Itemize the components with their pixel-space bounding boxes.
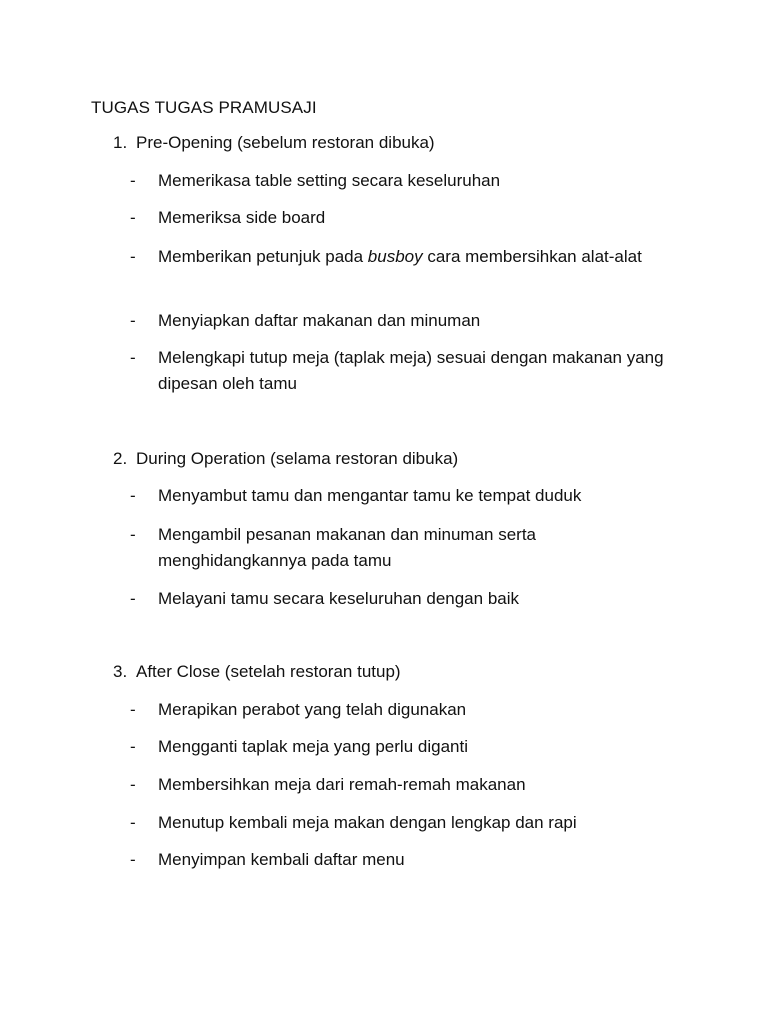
bullet-dash: - [130,311,136,330]
bullet-dash: - [130,589,136,608]
list-item-text: Menyimpan kembali daftar menu [158,850,405,869]
bullet-dash: - [130,775,136,794]
list-item-text: Memeriksa side board [158,208,326,227]
list-item [130,734,690,760]
bullet-dash: - [130,171,136,190]
section-heading-during-operation [113,447,458,471]
list-item [130,772,690,798]
section-title: After Close (setelah restoran tutup) [136,662,401,681]
bullet-dash: - [130,208,136,227]
bullet-dash: - [130,850,136,869]
list-item [130,345,690,397]
bullet-dash: - [130,348,136,367]
section-number: 1. [113,133,128,152]
document-title: TUGAS TUGAS PRAMUSAJI [91,98,317,117]
text-segment: Memberikan petunjuk pada [158,247,368,266]
italic-term: busboy [367,247,423,266]
list-item [130,308,690,334]
section-title: During Operation (selama restoran dibuka) [136,449,459,468]
section-number: 2. [113,449,128,468]
bullet-dash: - [130,247,136,266]
list-item [130,522,690,574]
list-item [130,810,690,836]
list-item [130,586,690,612]
list-item [130,168,690,194]
list-item-text: Menyiapkan daftar makanan dan minuman [158,311,481,330]
list-item-text: Mengambil pesanan makanan dan minuman serta menghidangkannya pada tamu [158,525,537,570]
list-item [130,205,690,231]
list-item [130,483,690,509]
bullet-dash: - [130,700,136,719]
bullet-dash: - [130,486,136,505]
section-number: 3. [113,662,128,681]
bullet-dash: - [130,525,136,544]
list-item [130,847,690,873]
section-title: Pre-Opening (sebelum restoran dibuka) [136,133,435,152]
bullet-dash: - [130,813,136,832]
list-item-text: Memerikasa table setting secara keseluruhan [158,171,501,190]
list-item [130,244,690,270]
list-item [130,697,690,723]
section-heading-after-close [113,660,401,684]
bullet-dash: - [130,737,136,756]
text-segment: cara membersihkan alat-alat [422,247,642,266]
list-item-text: Membersihkan meja dari remah-remah makanan [158,775,526,794]
section-heading-pre-opening [113,131,435,155]
list-item-text: Merapikan perabot yang telah digunakan [158,700,467,719]
list-item-text: Menyambut tamu dan mengantar tamu ke tempat duduk [158,486,582,505]
list-item-text: Menutup kembali meja makan dengan lengkap dan rapi [158,813,577,832]
list-item-text: Melayani tamu secara keseluruhan dengan baik [158,589,520,608]
list-item-text: Melengkapi tutup meja (taplak meja) sesuai dengan makanan yang dipesan oleh tamu [158,348,664,393]
list-item-text [158,244,678,270]
list-item-text: Mengganti taplak meja yang perlu diganti [158,737,468,756]
